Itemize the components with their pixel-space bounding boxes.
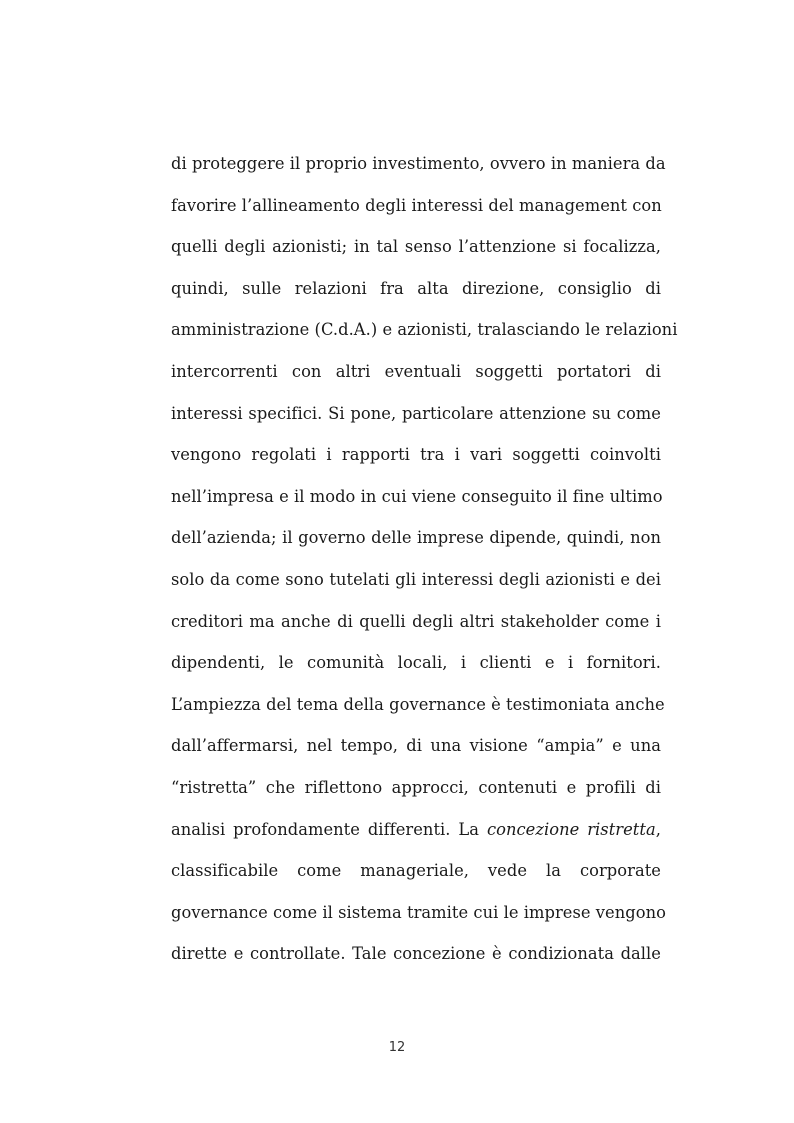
text-line: L’ampiezza del tema della governance è testimoniata anche (171, 694, 665, 714)
text-line: “ristretta” che riflettono approcci, contenuti e profili di (171, 777, 661, 797)
body-paragraph (171, 147, 678, 979)
page-number: 12 (388, 1040, 406, 1055)
text-line: interessi specifici. Si pone, particolare attenzione su come (171, 403, 661, 423)
text-line: intercorrenti con altri eventuali soggetti portatori di (171, 361, 661, 381)
text-line: di proteggere il proprio investimento, ovvero in maniera da (171, 154, 666, 173)
text-line: quindi, sulle relazioni fra alta direzione, consiglio di (171, 278, 661, 298)
text-line: dipendenti, le comunità locali, i clienti e i fornitori. (171, 653, 661, 673)
text-line: nell’impresa e il modo in cui viene conseguito il fine ultimo (171, 486, 663, 506)
text-line-with-italic (171, 813, 661, 855)
text-line: governance come il sistema tramite cui le imprese vengono (171, 902, 666, 922)
text-line: dirette e controllate. Tale concezione è condizionata dalle (171, 944, 661, 964)
text-line: vengono regolati i rapporti tra i vari soggetti coinvolti (171, 445, 661, 465)
text-line: solo da come sono tutelati gli interessi degli azionisti e dei (171, 569, 661, 589)
text-segment: analisi profondamente differenti. La (171, 819, 480, 839)
text-line: favorire l’allineamento degli interessi del management con (171, 195, 662, 215)
text-line: amministrazione (C.d.A.) e azionisti, tralasciando le relazioni (171, 320, 678, 340)
text-line: classificabile come manageriale, vede la corporate (171, 861, 661, 881)
text-line: creditori ma anche di quelli degli altri stakeholder come i (171, 611, 661, 631)
text-line: quelli degli azionisti; in tal senso l’attenzione si focalizza, (171, 237, 661, 257)
italic-term: concezione ristretta (486, 819, 656, 839)
text-line: dell’azienda; il governo delle imprese dipende, quindi, non (171, 528, 661, 548)
text-line: dall’affermarsi, nel tempo, di una visione “ampia” e una (171, 736, 661, 756)
text-segment: , (655, 819, 661, 839)
